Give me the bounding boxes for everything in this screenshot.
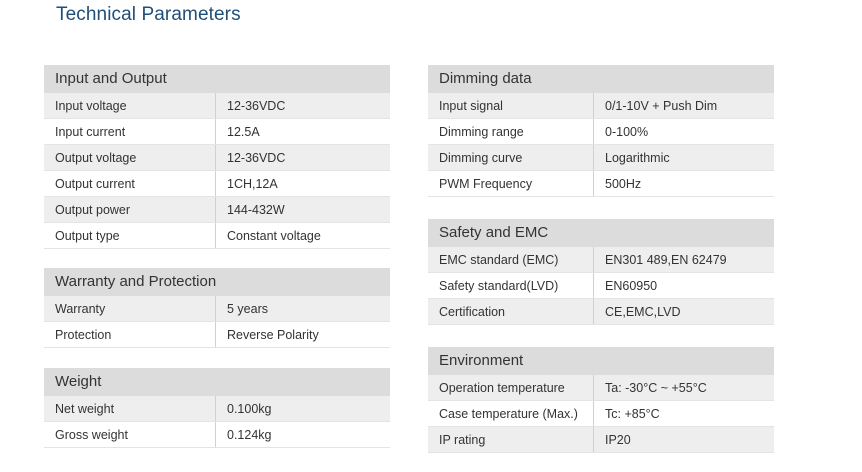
param-label: Input current: [44, 119, 216, 144]
param-value: 12-36VDC: [227, 99, 286, 113]
param-value: 5 years: [227, 302, 268, 316]
section-heading: Warranty and Protection: [44, 268, 390, 296]
param-value: EN60950: [605, 279, 658, 293]
table-row: [44, 197, 390, 223]
param-label: Input signal: [428, 93, 594, 118]
param-value: 12-36VDC: [227, 151, 286, 165]
table-row: [428, 273, 774, 299]
param-label: Case temperature (Max.): [428, 401, 594, 426]
param-value: 12.5A: [227, 125, 260, 139]
param-value: EN301 489,EN 62479: [605, 253, 727, 267]
table-row: [428, 427, 774, 453]
param-label: Output current: [44, 171, 216, 196]
section-safety-emc: [428, 219, 774, 325]
param-label: Operation temperature: [428, 375, 594, 400]
param-value: 144-432W: [227, 203, 285, 217]
table-row: [428, 93, 774, 119]
section-heading: Safety and EMC: [428, 219, 774, 247]
section-heading: Input and Output: [44, 65, 390, 93]
param-label: Dimming curve: [428, 145, 594, 170]
param-label: Output voltage: [44, 145, 216, 170]
table-row: [44, 171, 390, 197]
section-heading: Environment: [428, 347, 774, 375]
table-row: [428, 247, 774, 273]
section-dimming: [428, 65, 774, 197]
param-value: Logarithmic: [605, 151, 670, 165]
table-row: [428, 401, 774, 427]
param-value: Tc: +85°C: [605, 407, 660, 421]
section-heading: Weight: [44, 368, 390, 396]
param-label: Safety standard(LVD): [428, 273, 594, 298]
table-row: [44, 296, 390, 322]
param-label: Input voltage: [44, 93, 216, 118]
param-value: Constant voltage: [227, 229, 321, 243]
param-label: Net weight: [44, 396, 216, 421]
param-label: PWM Frequency: [428, 171, 594, 196]
param-value: 500Hz: [605, 177, 642, 191]
table-row: [44, 223, 390, 249]
param-value: 0-100%: [605, 125, 649, 139]
param-value: 0.124kg: [227, 428, 272, 442]
section-weight: [44, 368, 390, 448]
param-label: IP rating: [428, 427, 594, 452]
param-value: 0/1-10V + Push Dim: [605, 99, 718, 113]
table-row: [44, 145, 390, 171]
section-input-output: [44, 65, 390, 249]
param-label: Output type: [44, 223, 216, 248]
param-label: Dimming range: [428, 119, 594, 144]
table-row: [428, 145, 774, 171]
table-row: [428, 171, 774, 197]
param-value: Reverse Polarity: [227, 328, 319, 342]
section-warranty: [44, 268, 390, 348]
param-label: Protection: [44, 322, 216, 347]
param-label: Warranty: [44, 296, 216, 321]
param-value: CE,EMC,LVD: [605, 305, 681, 319]
page-title: Technical Parameters: [56, 4, 241, 25]
param-value: 1CH,12A: [227, 177, 278, 191]
param-label: Certification: [428, 299, 594, 324]
table-row: [428, 375, 774, 401]
param-label: EMC standard (EMC): [428, 247, 594, 272]
table-row: [44, 396, 390, 422]
table-row: [44, 119, 390, 145]
section-heading: Dimming data: [428, 65, 774, 93]
section-environment: [428, 347, 774, 453]
table-row: [44, 422, 390, 448]
table-row: [428, 119, 774, 145]
param-label: Gross weight: [44, 422, 216, 447]
table-row: [44, 93, 390, 119]
table-row: [44, 322, 390, 348]
param-value: Ta: -30°C ~ +55°C: [605, 381, 707, 395]
param-value: 0.100kg: [227, 402, 272, 416]
param-label: Output power: [44, 197, 216, 222]
table-row: [428, 299, 774, 325]
param-value: IP20: [605, 433, 631, 447]
